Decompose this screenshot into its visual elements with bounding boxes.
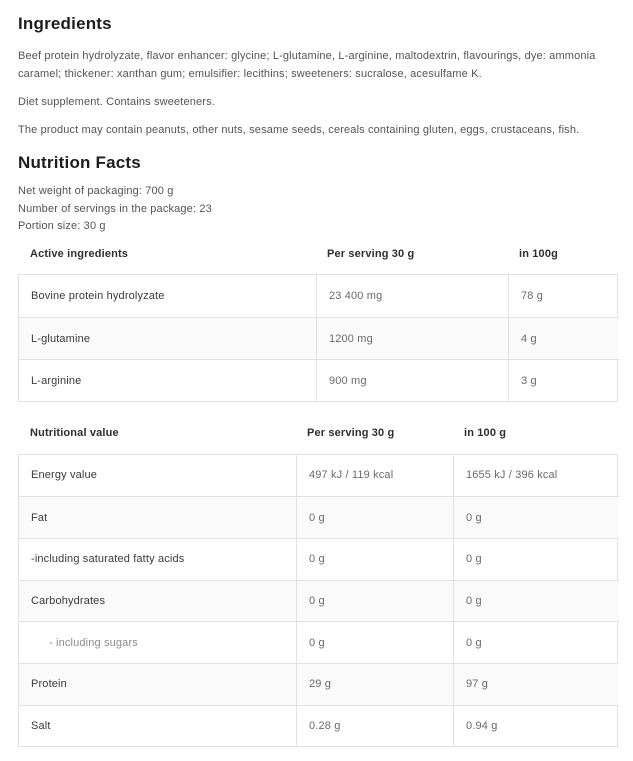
column-header-per-100g: in 100 g bbox=[464, 427, 507, 439]
column-header-per-serving: Per serving 30 g bbox=[307, 427, 395, 439]
active-ingredients-table-header bbox=[18, 246, 618, 264]
table-row bbox=[19, 538, 619, 580]
cell-per-100g: 1655 kJ / 396 kcal bbox=[453, 455, 619, 497]
cell-per-serving: 0.28 g bbox=[296, 706, 453, 747]
nutritional-value-table bbox=[18, 454, 618, 748]
cell-per-100g: 0 g bbox=[453, 497, 619, 538]
cell-label: - including sugars bbox=[49, 636, 138, 649]
cell-per-serving: 900 mg bbox=[316, 360, 508, 401]
column-header-per-serving: Per serving 30 g bbox=[327, 247, 415, 260]
cell-per-100g: 3 g bbox=[508, 360, 619, 401]
column-header-active-ingredients: Active ingredients bbox=[30, 247, 129, 260]
portion-size-line: Portion size: 30 g bbox=[18, 220, 106, 232]
cell-label: Salt bbox=[31, 719, 51, 732]
table-row bbox=[19, 496, 619, 538]
table-row bbox=[19, 705, 619, 747]
cell-per-100g: 0 g bbox=[453, 581, 619, 622]
column-header-per-100g: in 100g bbox=[519, 247, 558, 260]
cell-label: L-glutamine bbox=[31, 332, 91, 345]
nutrition-facts-title: Nutrition Facts bbox=[18, 153, 141, 172]
cell-per-serving: 0 g bbox=[296, 581, 453, 622]
cell-label: Fat bbox=[31, 511, 48, 524]
cell-per-100g: 0 g bbox=[453, 622, 619, 663]
cell-label: L-arginine bbox=[31, 374, 82, 387]
ingredients-title: Ingredients bbox=[18, 14, 112, 33]
table-row bbox=[19, 663, 619, 705]
table-row bbox=[19, 621, 619, 663]
cell-label: -including saturated fatty acids bbox=[31, 553, 185, 566]
cell-per-100g: 78 g bbox=[508, 275, 619, 317]
active-ingredients-table bbox=[18, 274, 618, 402]
supplement-note: Diet supplement. Contains sweeteners. bbox=[18, 95, 215, 108]
cell-per-serving: 1200 mg bbox=[316, 318, 508, 359]
composition-text: Beef protein hydrolyzate, flavor enhancer: glycine; L-glutamine, L-arginine, maltodextrin, flavourings, dye: ammonia caramel; thickener: xanthan gum; emulsifier: lecithins; sweeteners: sucralose, acesulfame K. bbox=[18, 50, 596, 80]
cell-label: Bovine protein hydrolyzate bbox=[31, 290, 165, 302]
cell-per-serving: 0 g bbox=[296, 622, 453, 663]
table-row bbox=[19, 317, 619, 359]
table-row bbox=[19, 359, 619, 401]
cell-per-100g: 97 g bbox=[453, 664, 619, 705]
cell-per-serving: 23 400 mg bbox=[316, 275, 508, 317]
table-row bbox=[19, 455, 619, 497]
table-row bbox=[19, 580, 619, 622]
table-row bbox=[19, 275, 619, 317]
cell-per-100g: 0.94 g bbox=[453, 706, 619, 747]
cell-per-serving: 0 g bbox=[296, 497, 453, 538]
cell-per-serving: 29 g bbox=[296, 664, 453, 705]
cell-label: Carbohydrates bbox=[31, 594, 106, 607]
net-weight-line: Net weight of packaging: 700 g bbox=[18, 185, 174, 197]
cell-per-100g: 0 g bbox=[453, 539, 619, 580]
servings-line: Number of servings in the package: 23 bbox=[18, 202, 212, 215]
cell-per-serving: 497 kJ / 119 kcal bbox=[296, 455, 453, 497]
cell-label: Energy value bbox=[31, 469, 98, 482]
column-header-nutritional-value: Nutritional value bbox=[30, 427, 119, 439]
cell-per-serving: 0 g bbox=[296, 539, 453, 580]
allergen-note: The product may contain peanuts, other nuts, sesame seeds, cereals containing gluten, eggs, crustaceans, fish. bbox=[18, 123, 580, 136]
cell-per-100g: 4 g bbox=[508, 318, 619, 359]
nutritional-value-table-header bbox=[18, 425, 618, 443]
cell-label: Protein bbox=[31, 678, 67, 691]
